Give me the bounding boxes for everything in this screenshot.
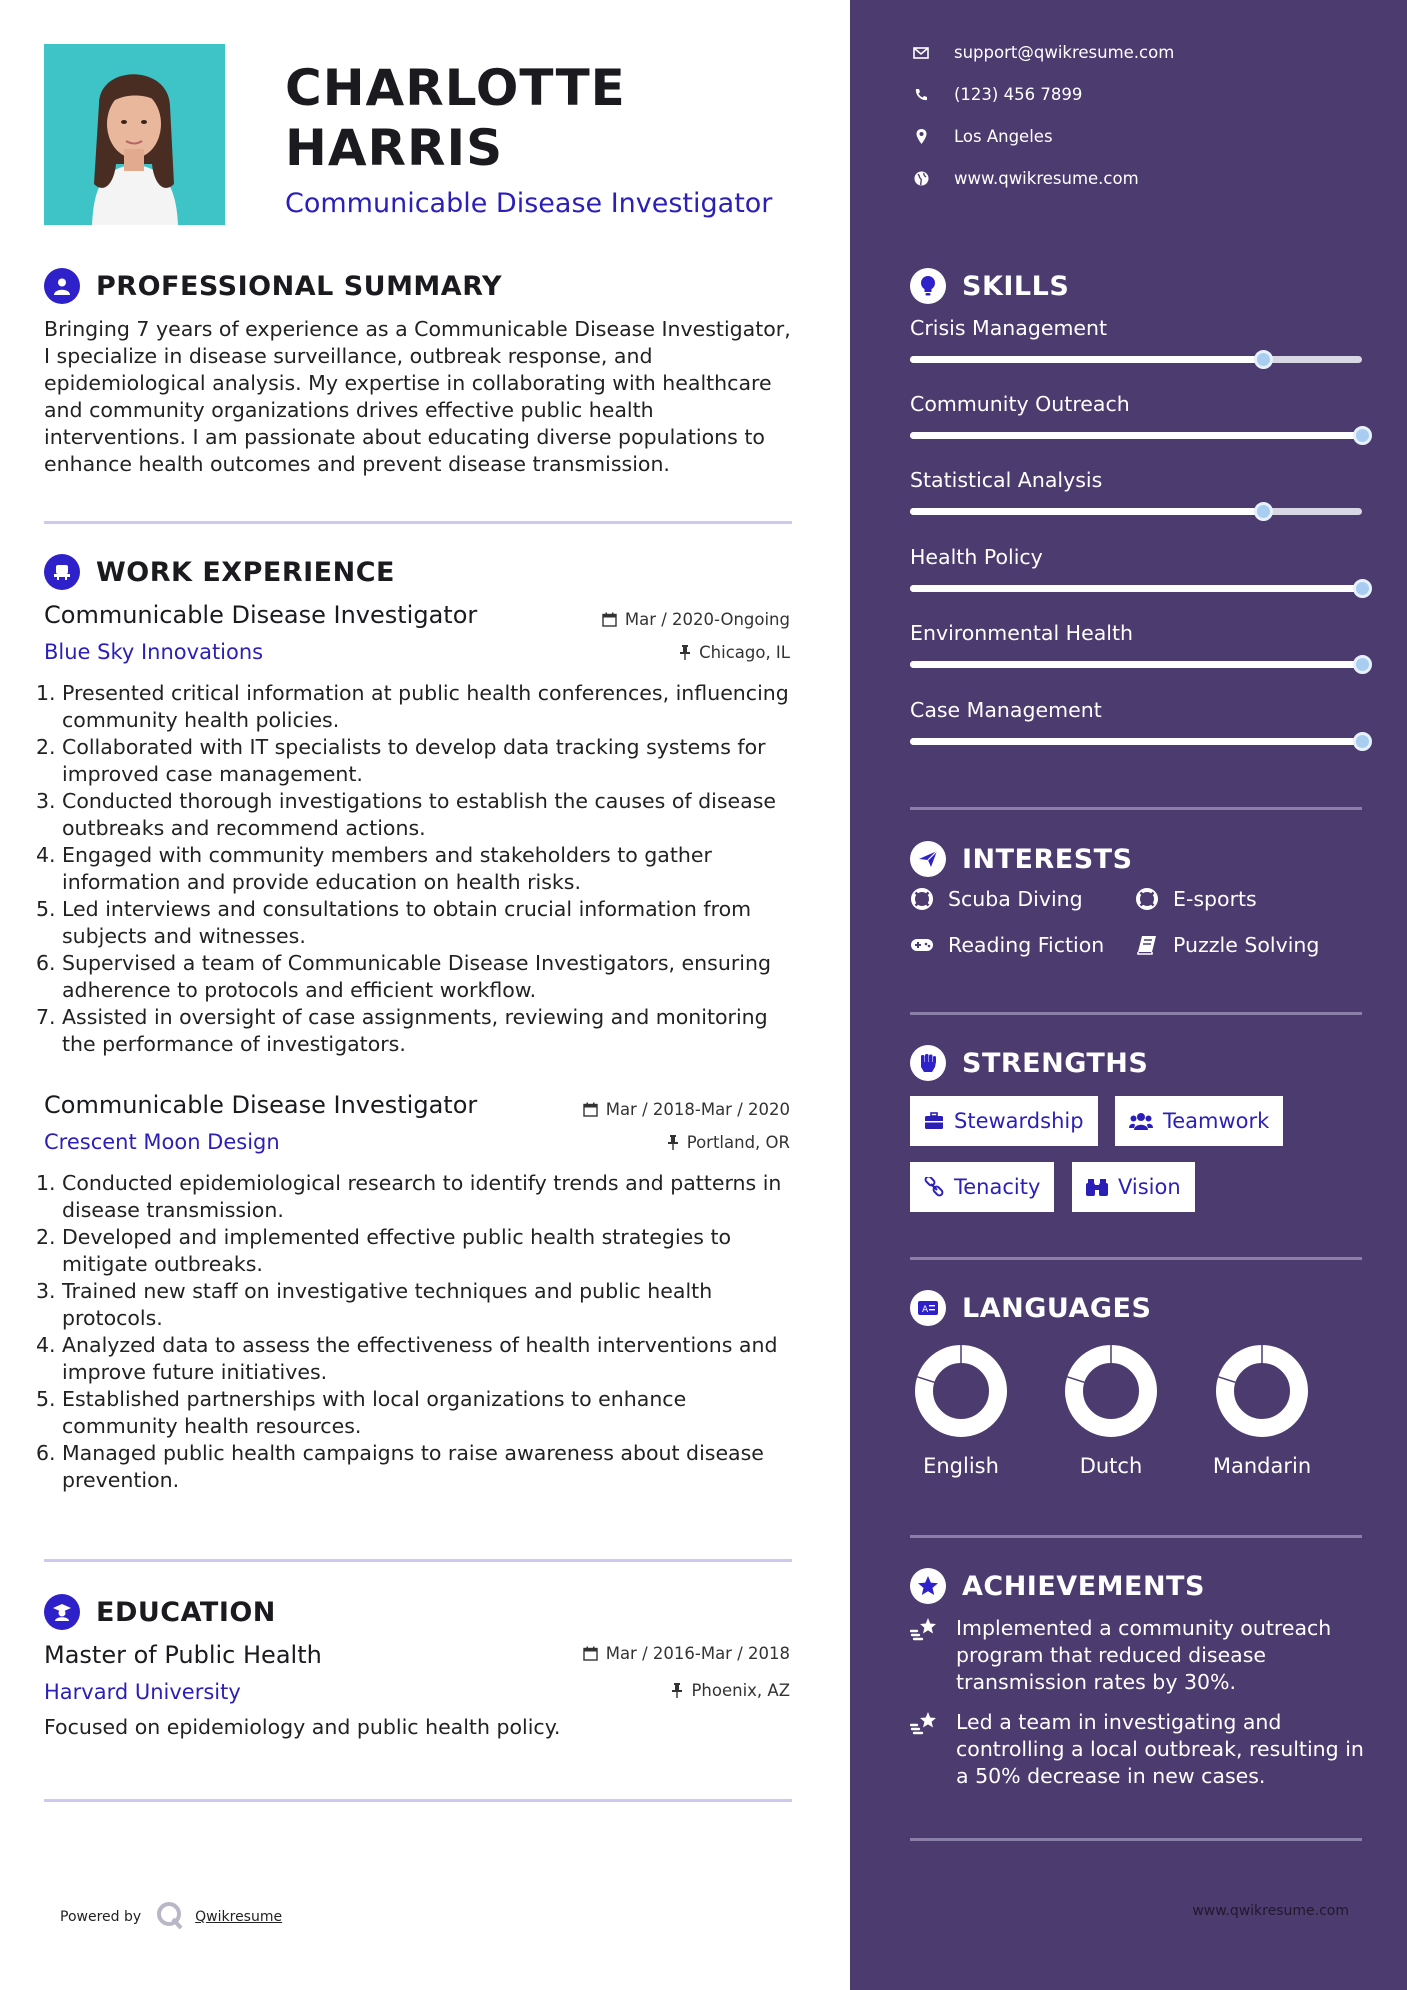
education-date-text: Mar / 2016-Mar / 2018 (605, 1644, 790, 1663)
user-icon (44, 268, 80, 304)
list-item: 3. Trained new staff on investigative techniques and public health protocols. (36, 1279, 713, 1330)
skill-item (910, 392, 1362, 416)
skill-bar-knob (1254, 350, 1273, 369)
paper-plane-icon (910, 841, 946, 877)
experience-heading (44, 554, 395, 590)
profile-photo (44, 44, 225, 225)
strength-tag (1115, 1096, 1283, 1146)
job-role: Communicable Disease Investigator (285, 188, 773, 219)
powered-by (60, 1900, 282, 1934)
language-item (1197, 1342, 1327, 1478)
skill-bar-knob (1353, 426, 1372, 445)
sidebar-divider (910, 1012, 1362, 1015)
phone-text: (123) 456 7899 (954, 85, 1083, 104)
languages-title: LANGUAGES (962, 1292, 1152, 1324)
strength-tag (910, 1096, 1098, 1146)
job-date-text: Mar / 2018-Mar / 2020 (605, 1100, 790, 1119)
company-name: Crescent Moon Design (44, 1130, 280, 1154)
interest-item (1135, 933, 1319, 957)
skill-bar (910, 738, 1362, 745)
skill-bar-fill (910, 508, 1263, 515)
strength-label: Vision (1118, 1175, 1181, 1199)
skill-name: Crisis Management (910, 316, 1108, 340)
skills-heading (910, 268, 1069, 304)
interests-title: INTERESTS (962, 843, 1133, 875)
graduate-icon (44, 1594, 80, 1630)
experience-title: WORK EXPERIENCE (96, 556, 395, 588)
calendar-icon (602, 612, 617, 627)
pin-icon (667, 1135, 679, 1150)
skill-item (910, 621, 1362, 645)
education-location (671, 1681, 790, 1700)
job-title: Communicable Disease Investigator (44, 601, 478, 629)
job-date (583, 1100, 790, 1119)
lifebuoy-icon (910, 888, 934, 910)
achievements-heading (910, 1568, 1205, 1604)
skills-title: SKILLS (962, 270, 1070, 302)
sidebar-divider (910, 1838, 1362, 1841)
strength-label: Tenacity (954, 1175, 1041, 1199)
language-donut (1213, 1342, 1311, 1440)
strengths-heading (910, 1045, 1148, 1081)
qwikresume-logo-icon (155, 1900, 185, 1934)
education-date (583, 1644, 790, 1663)
language-name: English (923, 1454, 999, 1478)
company-name: Blue Sky Innovations (44, 640, 264, 664)
achievement-text: Led a team in investigating and controlling a local outbreak, resulting in a 50% decrease in new cases. (956, 1710, 1364, 1788)
interest-label: Puzzle Solving (1173, 933, 1320, 957)
list-item: 2. Developed and implemented effective public health strategies to mitigate outbreaks. (36, 1225, 732, 1276)
skill-bar (910, 356, 1362, 363)
summary-title: PROFESSIONAL SUMMARY (96, 270, 503, 302)
calendar-icon (583, 1102, 598, 1117)
achievements-title: ACHIEVEMENTS (962, 1570, 1205, 1602)
lifebuoy-icon (1135, 888, 1159, 910)
interests-heading (910, 841, 1133, 877)
website-text[interactable]: www.qwikresume.com (954, 169, 1139, 188)
strength-tag (1072, 1162, 1195, 1212)
skill-bar-knob (1353, 655, 1372, 674)
strength-tag (910, 1162, 1054, 1212)
calendar-icon (583, 1646, 598, 1661)
lightbulb-icon (910, 268, 946, 304)
job-location (667, 1133, 790, 1152)
job-bullets (36, 680, 806, 1058)
job-location-text: Portland, OR (686, 1133, 790, 1152)
book-icon (1135, 935, 1159, 955)
skill-bar-fill (910, 661, 1362, 668)
school-name: Harvard University (44, 1680, 241, 1704)
contact-website (910, 169, 1139, 188)
list-item: 4. Analyzed data to assess the effectiveness of health interventions and improve future initiatives. (36, 1333, 778, 1384)
job-location (679, 643, 790, 662)
pin-icon (671, 1683, 683, 1698)
gamepad-icon (910, 937, 934, 953)
list-item: 6. Managed public health campaigns to raise awareness about disease prevention. (36, 1441, 764, 1492)
sidebar-divider (910, 807, 1362, 810)
pin-icon (679, 645, 691, 660)
sidebar-divider (910, 1535, 1362, 1538)
list-item: 6. Supervised a team of Communicable Disease Investigators, ensuring adherence to protocols and efficient workflow. (36, 951, 771, 1002)
map-marker-icon (910, 129, 932, 144)
phone-icon (910, 88, 932, 102)
skill-bar (910, 661, 1362, 668)
last-name: HARRIS (285, 119, 504, 177)
interest-item (910, 887, 1083, 911)
contact-email (910, 43, 1174, 62)
interest-label: Reading Fiction (948, 933, 1105, 957)
globe-icon (910, 171, 932, 186)
language-icon (910, 1290, 946, 1326)
language-item (896, 1342, 1026, 1478)
skill-bar-knob (1254, 502, 1273, 521)
skill-bar-fill (910, 585, 1362, 592)
summary-heading (44, 268, 502, 304)
skill-name: Environmental Health (910, 621, 1133, 645)
skill-name: Statistical Analysis (910, 468, 1103, 492)
achievement-text: Implemented a community outreach program that reduced disease transmission rates by 30%. (956, 1616, 1332, 1694)
star-badge-icon (910, 1568, 946, 1604)
envelope-icon (910, 47, 932, 59)
qwikresume-link[interactable]: Qwikresume (195, 1909, 283, 1925)
section-divider (44, 1559, 792, 1562)
list-item: 5. Established partnerships with local organizations to enhance community health resources. (36, 1387, 687, 1438)
skill-bar (910, 508, 1362, 515)
list-item: 4. Engaged with community members and stakeholders to gather information and provide education on health risks. (36, 843, 712, 894)
link-icon (924, 1177, 944, 1197)
binoculars-icon (1086, 1177, 1108, 1197)
job-bullets (36, 1170, 806, 1494)
users-icon (1129, 1112, 1153, 1130)
list-item: 3. Conducted thorough investigations to establish the causes of disease outbreaks and recommend actions. (36, 789, 776, 840)
achievement-item (910, 1709, 1370, 1790)
briefcase-seat-icon (44, 554, 80, 590)
summary-text: Bringing 7 years of experience as a Communicable Disease Investigator, I specialize in disease surveillance, outbreak response, and epidemiological analysis. My expertise in collaborating with healthcare and community organizations drives effective public health interventions. I am passionate about educating diverse populations to enhance health outcomes and prevent disease transmission. (44, 317, 791, 476)
skill-bar-knob (1353, 732, 1372, 751)
first-name: CHARLOTTE (285, 59, 626, 117)
skill-item (910, 316, 1362, 340)
section-divider (44, 521, 792, 524)
skill-bar-knob (1353, 579, 1372, 598)
fist-icon (910, 1045, 946, 1081)
svg-text:A: A (922, 1305, 929, 1315)
job-title: Communicable Disease Investigator (44, 1091, 478, 1119)
languages-heading (910, 1290, 1151, 1326)
language-item (1046, 1342, 1176, 1478)
skill-name: Case Management (910, 698, 1102, 722)
achievement-item (910, 1615, 1370, 1696)
interest-item (910, 933, 1104, 957)
list-item: 7. Assisted in oversight of case assignments, reviewing and monitoring the performance of investigators. (36, 1005, 768, 1056)
degree: Master of Public Health (44, 1641, 322, 1669)
education-title: EDUCATION (96, 1596, 276, 1628)
job-date-text: Mar / 2020-Ongoing (624, 610, 790, 629)
list-item: 5. Led interviews and consultations to obtain crucial information from subjects and witnesses. (36, 897, 752, 948)
contact-location (910, 127, 1053, 146)
skill-bar (910, 585, 1362, 592)
star-hand-icon (910, 1709, 942, 1790)
skill-item (910, 698, 1362, 722)
location-text: Los Angeles (954, 127, 1053, 146)
skill-bar (910, 432, 1362, 439)
skill-name: Health Policy (910, 545, 1043, 569)
skill-bar-fill (910, 738, 1362, 745)
language-donut (1062, 1342, 1160, 1440)
language-donut (912, 1342, 1010, 1440)
sidebar-divider (910, 1257, 1362, 1260)
skill-item (910, 545, 1362, 569)
header-name-block (285, 58, 772, 219)
email-text[interactable]: support@qwikresume.com (954, 43, 1175, 62)
interest-label: Scuba Diving (948, 887, 1083, 911)
interest-label: E-sports (1173, 887, 1257, 911)
briefcase-icon (924, 1112, 944, 1130)
star-hand-icon (910, 1615, 942, 1696)
list-item: 2. Collaborated with IT specialists to develop data tracking systems for improved case management. (36, 735, 766, 786)
strength-label: Teamwork (1163, 1109, 1270, 1133)
list-item: 1. Conducted epidemiological research to identify trends and patterns in disease transmission. (36, 1171, 782, 1222)
section-divider (44, 1799, 792, 1802)
job-date (602, 610, 790, 629)
language-name: Mandarin (1212, 1454, 1312, 1478)
skill-bar-fill (910, 356, 1263, 363)
education-heading (44, 1594, 276, 1630)
strength-label: Stewardship (954, 1109, 1084, 1133)
education-description: Focused on epidemiology and public health policy. (44, 1715, 561, 1739)
skill-bar-fill (910, 432, 1362, 439)
sidebar (850, 0, 1407, 1990)
powered-by-label: Powered by (60, 1909, 142, 1925)
job-location-text: Chicago, IL (699, 643, 790, 662)
list-item: 1. Presented critical information at public health conferences, influencing community health policies. (36, 681, 789, 732)
skill-name: Community Outreach (910, 392, 1130, 416)
interest-item (1135, 887, 1257, 911)
strengths-title: STRENGTHS (962, 1047, 1149, 1079)
education-location-text: Phoenix, AZ (691, 1681, 790, 1700)
footer-website[interactable]: www.qwikresume.com (1192, 1903, 1349, 1919)
language-name: Dutch (1079, 1454, 1143, 1478)
skill-item (910, 468, 1362, 492)
contact-phone (910, 85, 1082, 104)
